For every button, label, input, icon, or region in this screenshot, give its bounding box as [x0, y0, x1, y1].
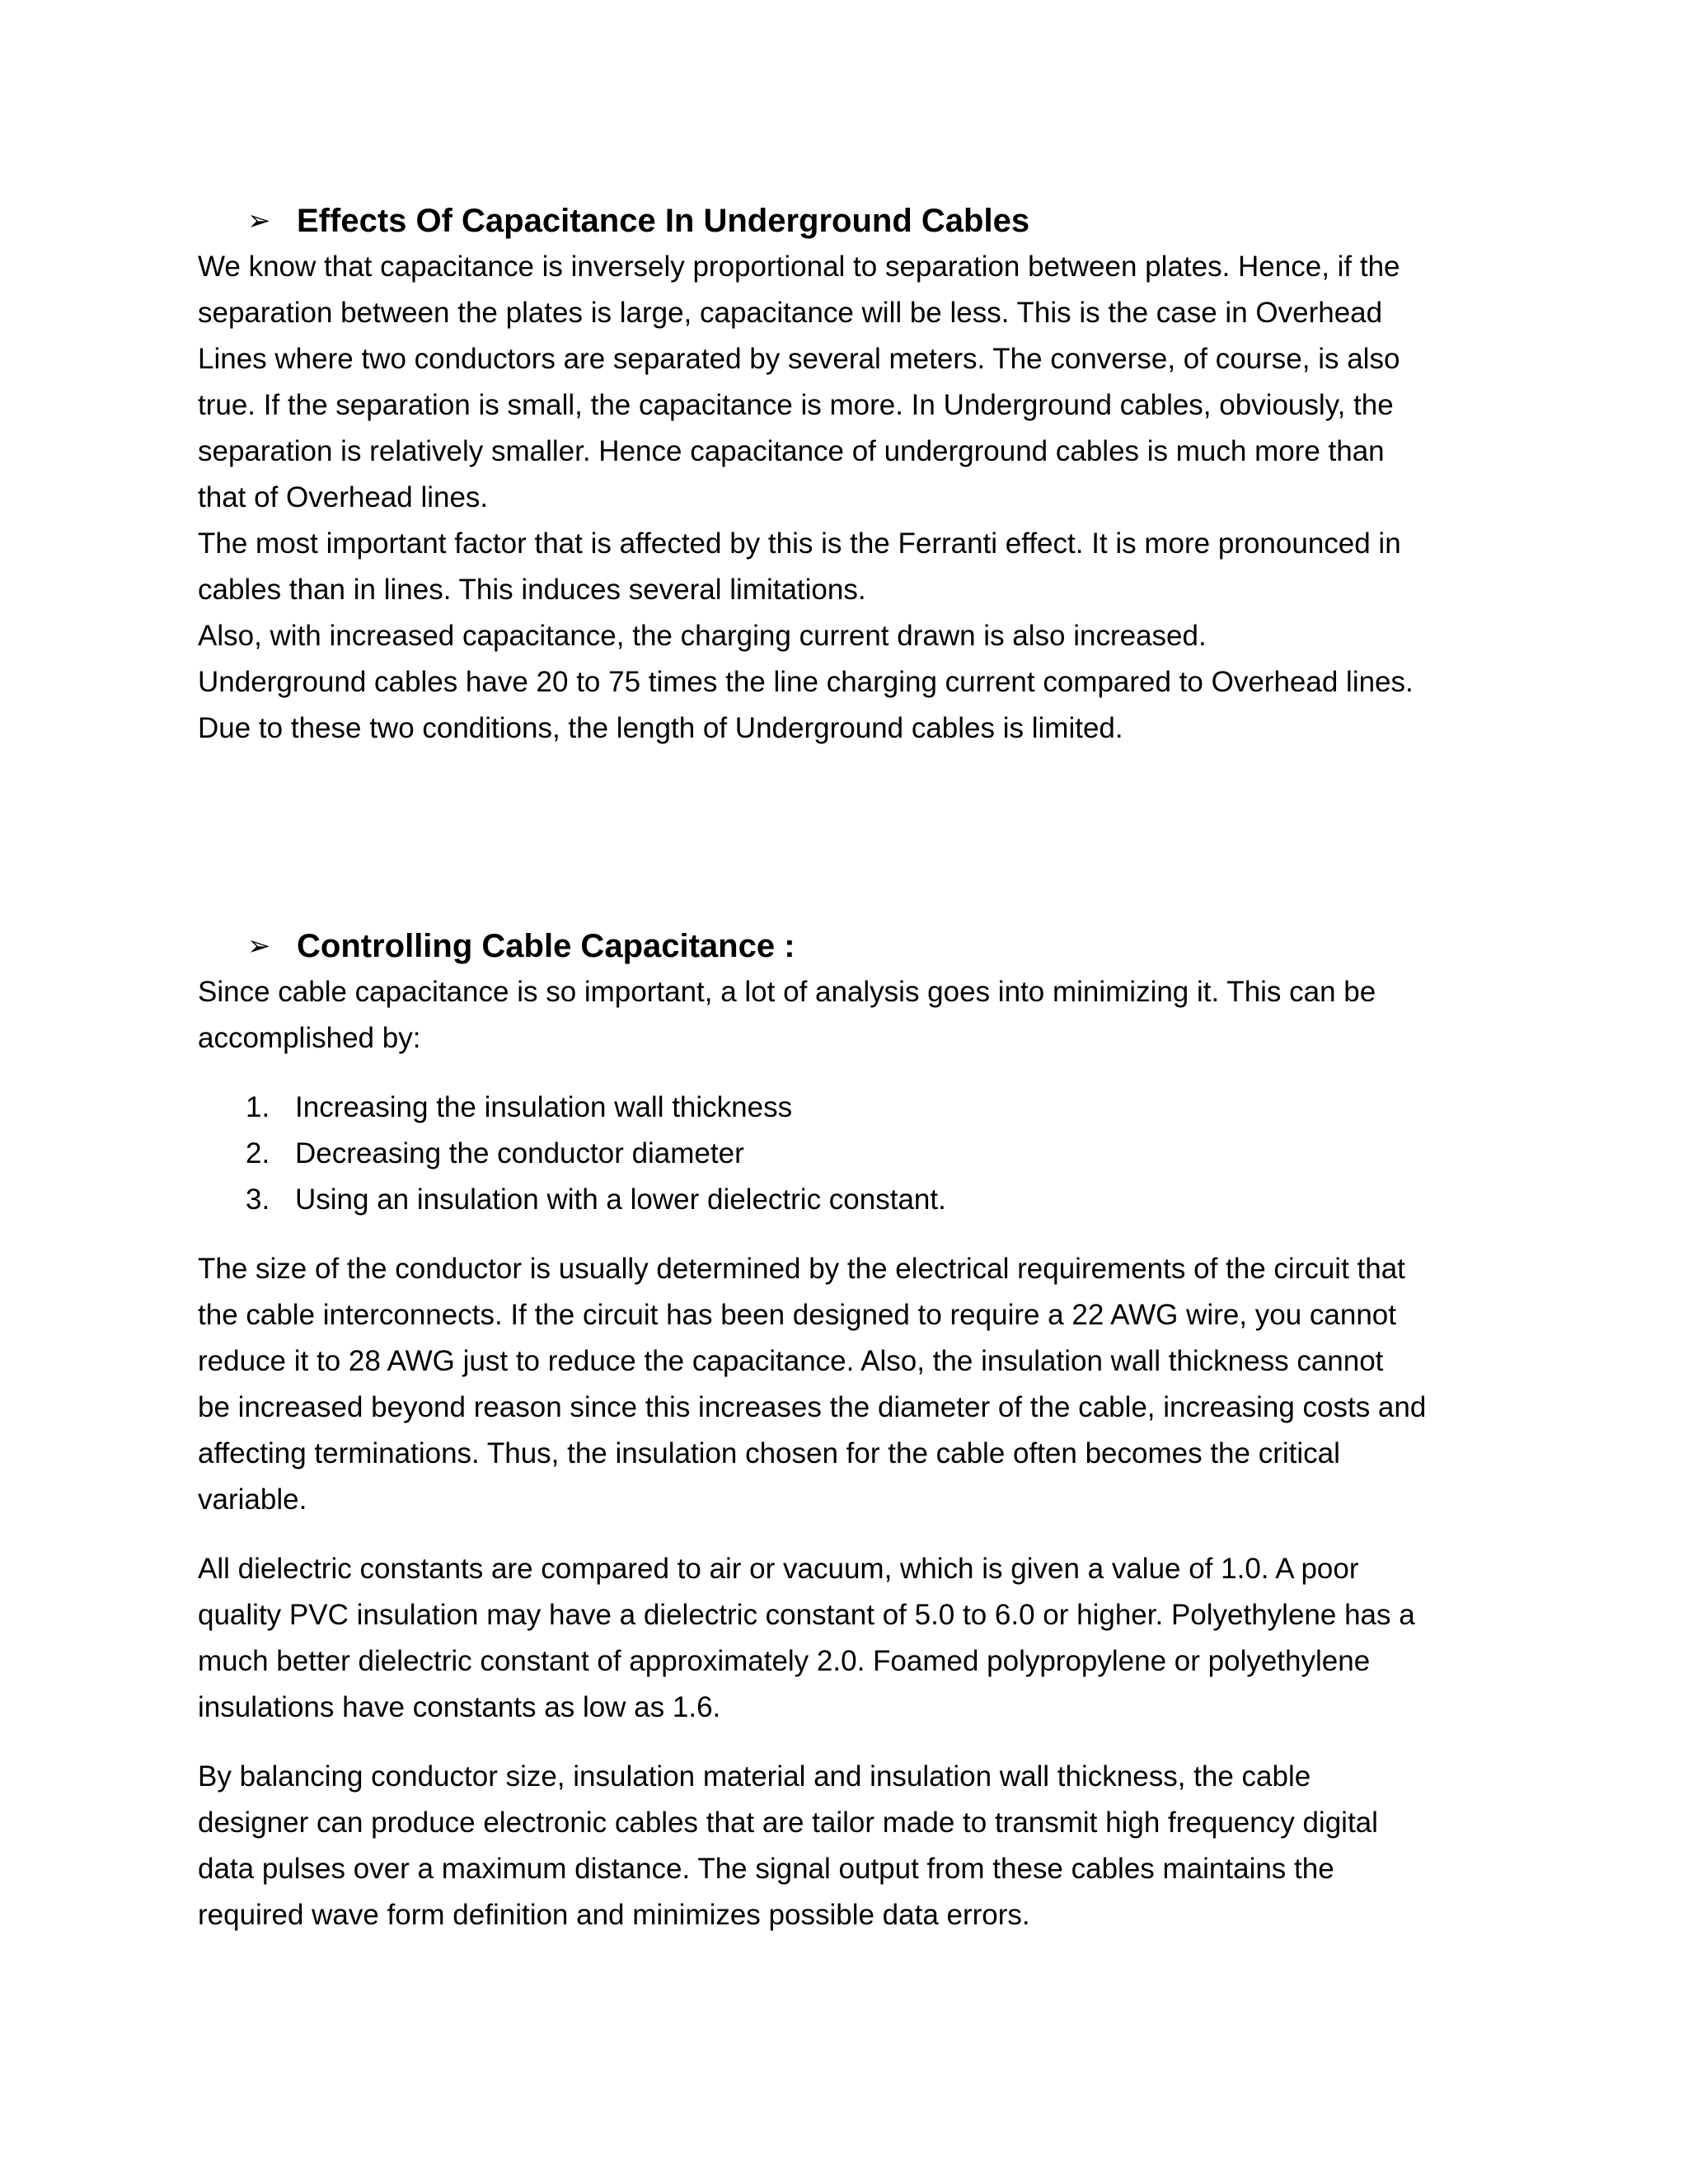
list-number: 2. — [246, 1137, 270, 1169]
list-item — [198, 1131, 1484, 1177]
section-body-controlling — [198, 969, 1484, 1938]
list-item — [198, 1177, 1484, 1223]
text-line: Since cable capacitance is so important, a lot of analysis goes into minimizing it. This can be — [198, 976, 1376, 1008]
list-item-text: Decreasing the conductor diameter — [295, 1137, 744, 1169]
numbered-list — [198, 1085, 1484, 1223]
text-line: insulations have constants as low as 1.6. — [198, 1691, 721, 1723]
arrow-bullet-icon: ➢ — [247, 205, 271, 237]
list-item-text: Using an insulation with a lower dielectric constant. — [295, 1183, 946, 1216]
text-line: reduce it to 28 AWG just to reduce the capacitance. Also, the insulation wall thickness cannot — [198, 1345, 1384, 1377]
text-line: By balancing conductor size, insulation material and insulation wall thickness, the cable — [198, 1760, 1311, 1793]
text-line: be increased beyond reason since this increases the diameter of the cable, increasing costs and — [198, 1391, 1427, 1423]
section-title: Effects Of Capacitance In Underground Cables — [297, 203, 1030, 239]
section-body-effects — [198, 244, 1484, 752]
text-line: much better dielectric constant of approximately 2.0. Foamed polypropylene or polyethylene — [198, 1645, 1371, 1677]
section-heading-effects — [247, 198, 1029, 244]
text-line: Underground cables have 20 to 75 times the line charging current compared to Overhead lines. — [198, 666, 1414, 698]
text-line: accomplished by: — [198, 1022, 421, 1054]
text-line: All dielectric constants are compared to air or vacuum, which is given a value of 1.0. A poor — [198, 1553, 1359, 1585]
section-heading-controlling — [247, 923, 795, 969]
text-line: variable. — [198, 1483, 307, 1516]
text-line: separation between the plates is large, capacitance will be less. This is the case in Overhead — [198, 297, 1383, 329]
text-line: data pulses over a maximum distance. The signal output from these cables maintains the — [198, 1853, 1334, 1885]
text-line: designer can produce electronic cables that are tailor made to transmit high frequency digital — [198, 1807, 1378, 1839]
section-title: Controlling Cable Capacitance : — [297, 928, 795, 964]
text-line: that of Overhead lines. — [198, 481, 489, 513]
list-number: 3. — [246, 1183, 270, 1216]
text-line: separation is relatively smaller. Hence capacitance of underground cables is much more than — [198, 435, 1385, 467]
text-line: required wave form definition and minimizes possible data errors. — [198, 1899, 1030, 1931]
text-line: affecting terminations. Thus, the insulation chosen for the cable often becomes the critical — [198, 1437, 1340, 1469]
text-line: Lines where two conductors are separated by several meters. The converse, of course, is also — [198, 343, 1400, 375]
text-line: quality PVC insulation may have a dielectric constant of 5.0 to 6.0 or higher. Polyethylene has a — [198, 1599, 1415, 1631]
text-line: the cable interconnects. If the circuit has been designed to require a 22 AWG wire, you cannot — [198, 1299, 1396, 1331]
list-item-text: Increasing the insulation wall thickness — [295, 1091, 793, 1123]
text-line: The size of the conductor is usually determined by the electrical requirements of the circuit that — [198, 1253, 1405, 1285]
list-number: 1. — [246, 1091, 270, 1123]
text-line: We know that capacitance is inversely proportional to separation between plates. Hence, if the — [198, 251, 1400, 283]
text-line: true. If the separation is small, the capacitance is more. In Underground cables, obviously, the — [198, 389, 1394, 421]
text-line: The most important factor that is affected by this is the Ferranti effect. It is more pronounced in — [198, 527, 1401, 560]
list-item — [198, 1085, 1484, 1131]
text-line: Also, with increased capacitance, the charging current drawn is also increased. — [198, 620, 1207, 652]
text-line: cables than in lines. This induces several limitations. — [198, 574, 866, 606]
text-line: Due to these two conditions, the length of Underground cables is limited. — [198, 712, 1123, 744]
arrow-bullet-icon: ➢ — [247, 930, 271, 962]
